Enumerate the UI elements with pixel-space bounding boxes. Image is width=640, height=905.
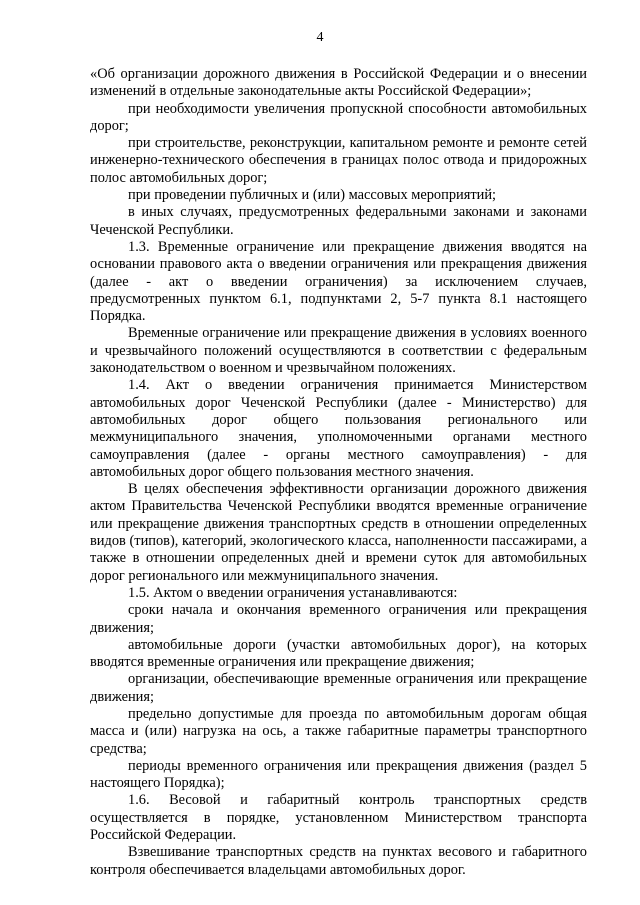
paragraph: в иных случаях, предусмотренных федеральными законами и законами Чеченской Республики. bbox=[90, 204, 587, 238]
paragraph: В целях обеспечения эффективности организации дорожного движения актом Правительства Чеченской Республики вводятся временные ограничение или прекращение движения транспортных средств в отношении определенных видов (типов), категорий, экологического класса, наполненности пассажирами, а также в отношении определенных дней и времени суток для автомобильных дорог регионального или межмуниципального значения. bbox=[90, 481, 587, 584]
paragraph: 1.5. Актом о введении ограничения устанавливаются: bbox=[128, 584, 458, 601]
paragraph: «Об организации дорожного движения в Российской Федерации и о внесении изменений в отдельные законодательные акты Российской Федерации»; bbox=[90, 66, 587, 100]
page-number: 4 bbox=[316, 30, 324, 45]
paragraph: организации, обеспечивающие временные ограничения или прекращение движения; bbox=[90, 671, 587, 705]
paragraph: 1.3. Временные ограничение или прекращение движения вводятся на основании правового акта о введении ограничения или прекращения движения (далее - акт о введении ограничения) за исключением случаев, предусмотренных пунктом 6.1, подпунктами 2, 5-7 пункта 8.1 настоящего Порядка. bbox=[90, 238, 587, 325]
document-body bbox=[90, 66, 587, 879]
paragraph: 1.4. Акт о введении ограничения принимается Министерством автомобильных дорог Чеченской Республики (далее - Министерство) для автомобильных дорог общего пользования регионального или межмуниципального значения, уполномоченными органами местного самоуправления (далее - органы местного самоуправления) - для автомобильных дорог общего пользования местного значения. bbox=[90, 377, 587, 480]
paragraph: при необходимости увеличения пропускной способности автомобильных дорог; bbox=[90, 100, 587, 134]
paragraph: при строительстве, реконструкции, капитальном ремонте и ремонте сетей инженерно-технического обеспечения в границах полос отвода и придорожных полос автомобильных дорог; bbox=[90, 135, 587, 186]
paragraph: Взвешивание транспортных средств на пунктах весового и габаритного контроля обеспечивается владельцами автомобильных дорог. bbox=[90, 844, 587, 878]
paragraph: Временные ограничение или прекращение движения в условиях военного и чрезвычайного положений осуществляются в соответствии с федеральным законодательством о военном и чрезвычайном положениях. bbox=[90, 325, 587, 377]
paragraph: автомобильные дороги (участки автомобильных дорог), на которых вводятся временные ограничения или прекращение движения; bbox=[90, 636, 587, 671]
paragraph: при проведении публичных и (или) массовых мероприятий; bbox=[128, 187, 497, 204]
paragraph: предельно допустимые для проезда по автомобильным дорогам общая масса и (или) нагрузка на ось, а также габаритные параметры транспортного средства; bbox=[90, 705, 587, 757]
paragraph: периоды временного ограничения или прекращения движения (раздел 5 настоящего Порядка); bbox=[90, 757, 587, 792]
paragraph: 1.6. Весовой и габаритный контроль транспортных средств осуществляется в порядке, установленном Министерством транспорта Российской Федерации. bbox=[90, 792, 587, 844]
paragraph: сроки начала и окончания временного ограничения или прекращения движения; bbox=[90, 602, 587, 636]
